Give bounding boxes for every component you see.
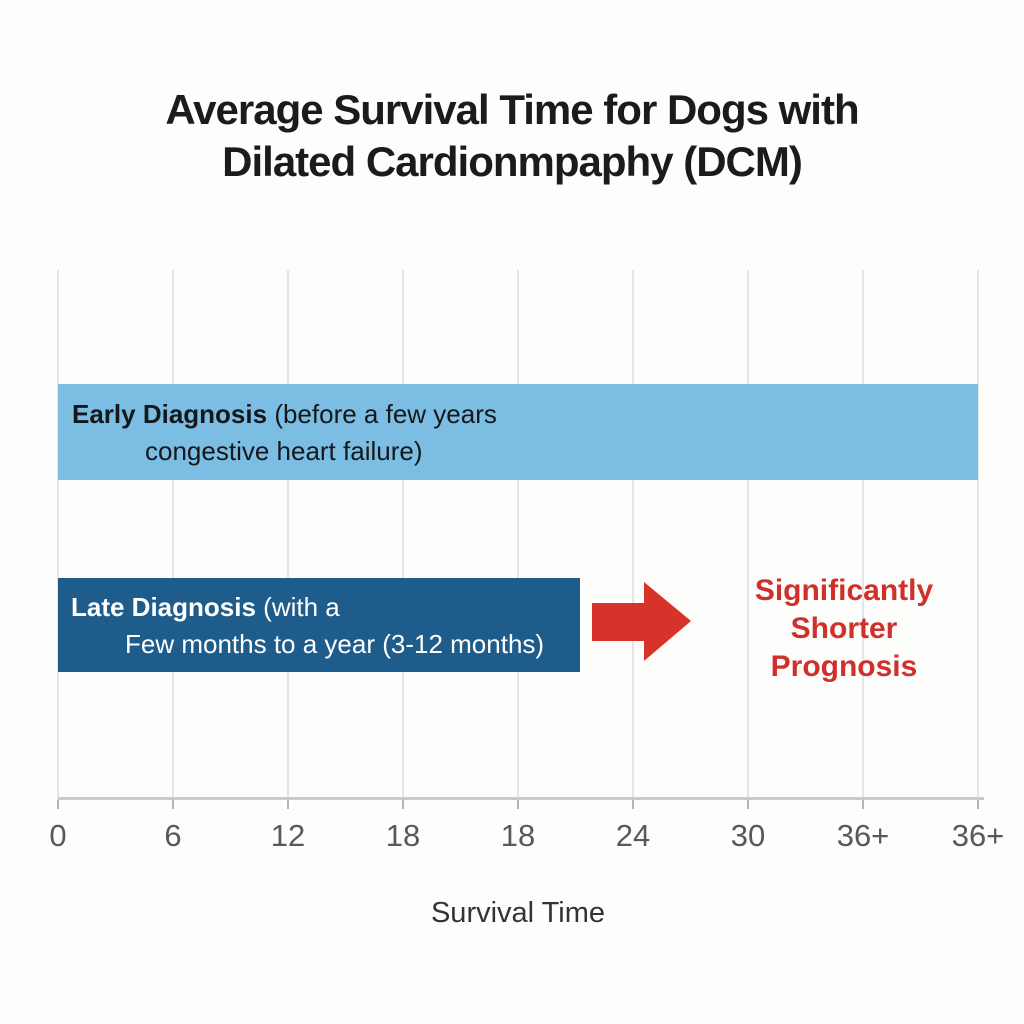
x-axis-tick	[172, 800, 174, 809]
right-arrow-icon	[592, 581, 692, 663]
x-axis-tick-label: 36+	[836, 818, 890, 853]
gridline	[517, 270, 519, 800]
chart-title-line2: Dilated Cardionmpaphy (DCM)	[222, 138, 802, 185]
x-axis-tick-label: 18	[385, 818, 421, 853]
gridline	[977, 270, 979, 800]
bar-early-label-rest: (before a few years	[274, 399, 497, 429]
x-axis-title: Survival Time	[430, 897, 606, 929]
x-axis-tick	[862, 800, 864, 809]
x-axis-tick	[632, 800, 634, 809]
prognosis-annotation-line2: Prognosis	[770, 650, 918, 683]
gridline	[747, 270, 749, 800]
bar-early-diagnosis	[58, 384, 978, 480]
x-axis-tick-label: 30	[730, 818, 766, 853]
gridline	[287, 270, 289, 800]
x-axis-ticks	[49, 800, 1005, 860]
gridline	[632, 270, 634, 800]
chart-title	[0, 84, 1024, 188]
gridline	[402, 270, 404, 800]
x-axis-tick-label: 6	[164, 818, 182, 853]
prognosis-annotation-line1: Significantly Shorter	[754, 574, 934, 645]
x-axis-tick	[977, 800, 979, 809]
bar-late-label-bold: Late Diagnosis	[71, 592, 256, 622]
prognosis-annotation	[698, 572, 990, 686]
chart-title-line1: Average Survival Time for Dogs with	[165, 86, 859, 133]
bar-late-label-line2: Few months to a year (3-12 months)	[125, 629, 545, 659]
x-axis-tick-label: 12	[270, 818, 306, 853]
x-axis-tick-label: 24	[615, 818, 651, 853]
bar-early-label-line2: congestive heart failure)	[145, 436, 423, 466]
x-axis-tick	[747, 800, 749, 809]
x-axis-tick-label: 0	[49, 818, 67, 853]
bar-early-label-line1	[72, 396, 978, 433]
x-axis-tick	[57, 800, 59, 809]
x-axis-tick	[402, 800, 404, 809]
x-axis-tick-label: 18	[500, 818, 536, 853]
bar-early-label-bold: Early Diagnosis	[72, 399, 268, 429]
bar-late-diagnosis	[58, 578, 580, 672]
x-axis-tick	[287, 800, 289, 809]
gridline	[57, 270, 59, 800]
gridline	[862, 270, 864, 800]
gridline	[172, 270, 174, 800]
bar-late-label-rest: (with a	[263, 592, 340, 622]
x-axis-tick-label: 36+	[951, 818, 1005, 853]
x-axis-tick	[517, 800, 519, 809]
bar-late-label-line1	[71, 589, 580, 626]
plot-area	[58, 270, 978, 800]
